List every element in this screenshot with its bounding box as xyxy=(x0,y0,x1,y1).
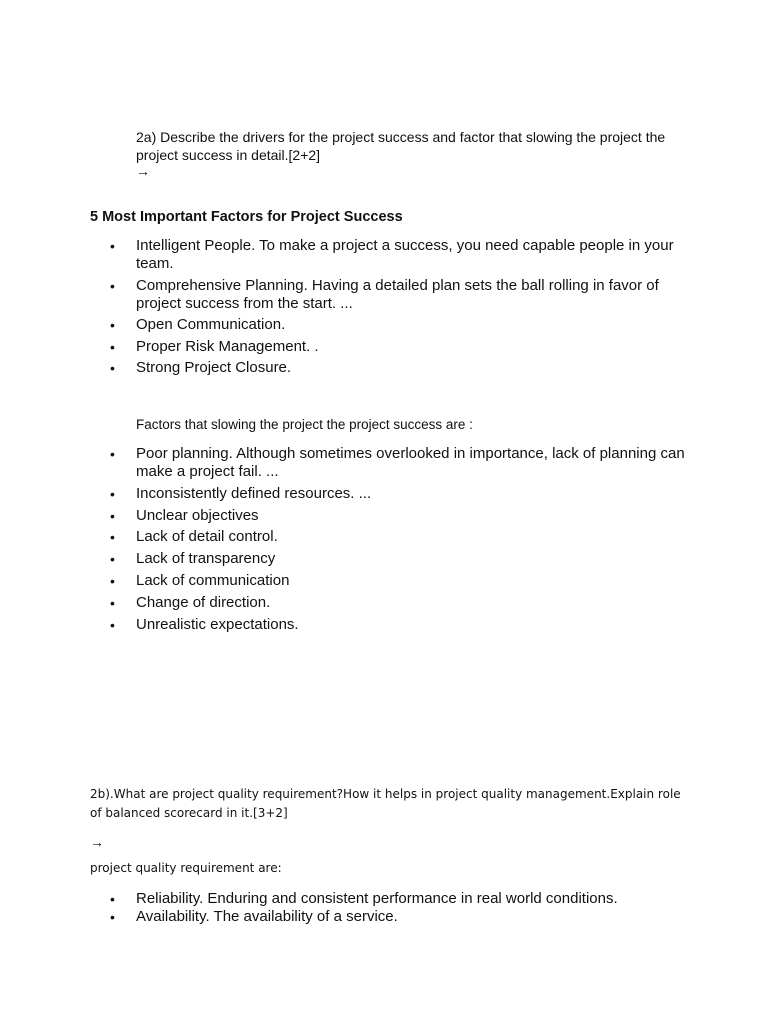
list-item: • Unclear objectives xyxy=(90,507,690,525)
list-item: • Intelligent People. To make a project a success, you need capable people in your team. xyxy=(90,237,690,273)
list-item: • Unrealistic expectations. xyxy=(90,616,690,634)
quality-requirements-list xyxy=(90,890,690,926)
slowing-factors-list xyxy=(90,445,690,637)
question-2a: 2a) Describe the drivers for the project success and factor that slowing the project the project success in detail.[2+2] xyxy=(136,129,666,163)
list-item: • Strong Project Closure. xyxy=(90,359,690,377)
slowing-factors-intro: Factors that slowing the project the project success are : xyxy=(136,417,473,432)
list-item: • Availability. The availability of a service. xyxy=(90,908,690,926)
question-2b: 2b).What are project quality requirement?How it helps in project quality management.Explain role of balanced scorecard in it.[3+2] xyxy=(90,787,681,820)
list-item: • Proper Risk Management. . xyxy=(90,338,690,356)
list-item: • Lack of transparency xyxy=(90,550,690,568)
list-item: • Lack of communication xyxy=(90,572,690,590)
list-item: • Lack of detail control. xyxy=(90,528,690,546)
list-item: • Open Communication. xyxy=(90,316,690,334)
success-factors-list xyxy=(90,237,690,381)
list-item: • Inconsistently defined resources. ... xyxy=(90,485,690,503)
list-item: • Change of direction. xyxy=(90,594,690,612)
list-item: • Reliability. Enduring and consistent performance in real world conditions. xyxy=(90,890,690,908)
answer-arrow-icon: → xyxy=(90,834,104,850)
list-item: • Poor planning. Although sometimes overlooked in importance, lack of planning can make a project fail. ... xyxy=(90,445,690,481)
success-factors-heading: 5 Most Important Factors for Project Success xyxy=(90,209,403,225)
answer-arrow-icon: → xyxy=(136,163,150,179)
list-item: • Comprehensive Planning. Having a detailed plan sets the ball rolling in favor of project success from the start. ... xyxy=(90,277,690,313)
quality-requirements-intro: project quality requirement are: xyxy=(90,861,282,875)
